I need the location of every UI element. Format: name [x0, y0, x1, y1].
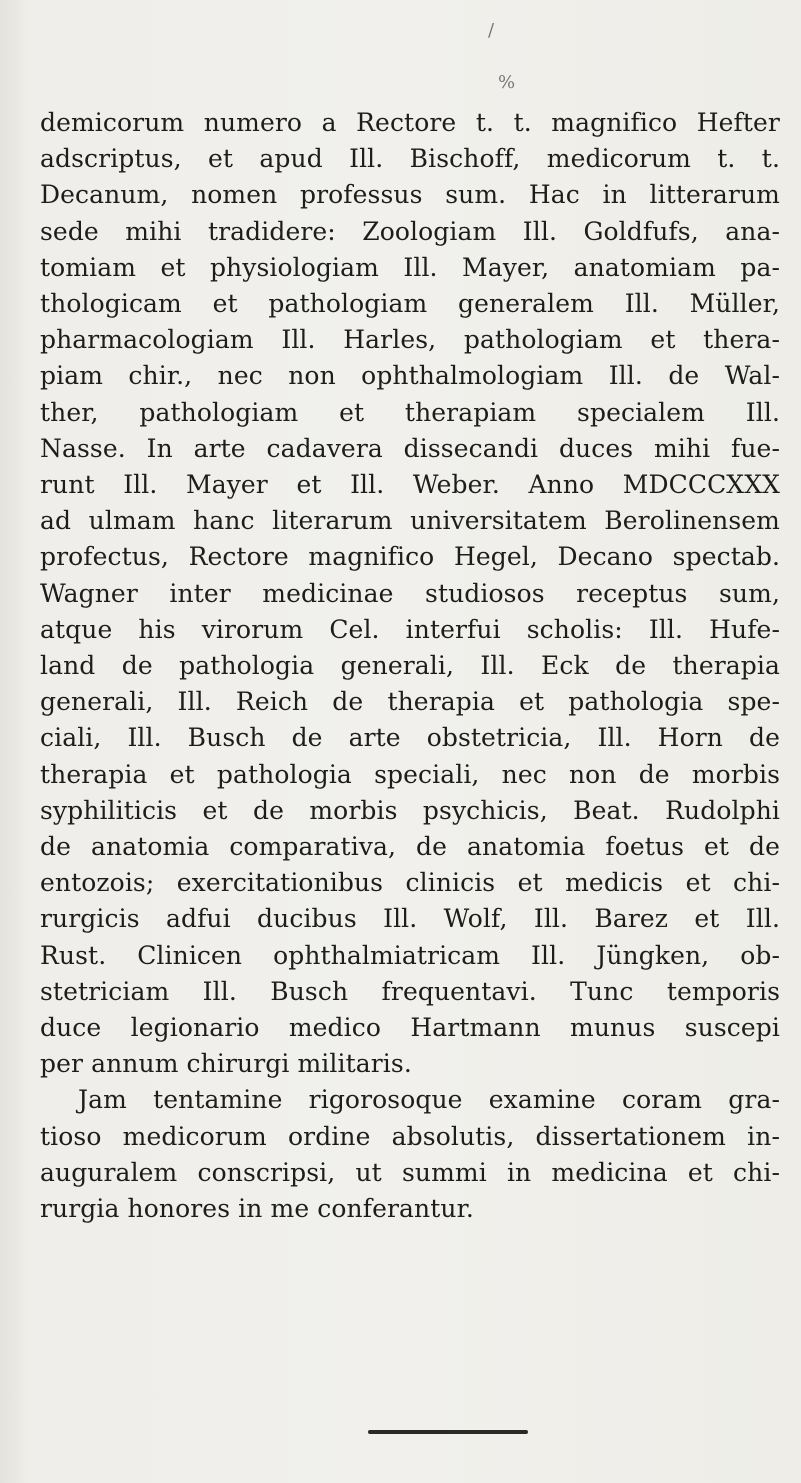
text-line: profectus, Rectore magnifico Hegel, Decano spectab. [40, 542, 780, 572]
text-line: Decanum, nomen professus sum. Hac in litterarum [40, 180, 780, 210]
body-text [40, 105, 780, 1227]
text-line: adscriptus, et apud Ill. Bischoff, medicorum t. t. [40, 144, 780, 174]
page-mark-top: / [488, 20, 495, 41]
text-line: ther, pathologiam et therapiam specialem Ill. [40, 397, 780, 427]
text-line: piam chir., nec non ophthalmologiam Ill. de Wal- [40, 361, 780, 391]
text-line: Jam tentamine rigorosoque examine coram gra- [78, 1085, 780, 1115]
text-line: demicorum numero a Rectore t. t. magnifico Hefter [40, 108, 780, 137]
text-line: thologicam et pathologiam generalem Ill. Müller, [40, 289, 780, 319]
end-rule [368, 1430, 528, 1434]
text-line: tioso medicorum ordine absolutis, dissertationem in- [40, 1121, 780, 1151]
text-line: runt Ill. Mayer et Ill. Weber. Anno MDCCCXXX [40, 470, 780, 500]
text-line: rurgia honores in me conferantur. [40, 1194, 474, 1224]
text-line: Nasse. In arte cadavera dissecandi duces mihi fue- [40, 433, 780, 463]
text-line: land de pathologia generali, Ill. Eck de therapia [40, 651, 780, 681]
page-mark-small: % [498, 72, 516, 93]
text-line: generali, Ill. Reich de therapia et pathologia spe- [40, 687, 780, 717]
text-line: stetriciam Ill. Busch frequentavi. Tunc temporis [40, 976, 780, 1006]
text-line: tomiam et physiologiam Ill. Mayer, anatomiam pa- [40, 252, 780, 282]
text-line: ad ulmam hanc literarum universitatem Berolinensem [40, 506, 780, 536]
text-line: auguralem conscripsi, ut summi in medicina et chi- [40, 1157, 780, 1187]
text-line: therapia et pathologia speciali, nec non de morbis [40, 759, 780, 789]
text-line: rurgicis adfui ducibus Ill. Wolf, Ill. Barez et Ill. [40, 904, 780, 934]
text-line: Rust. Clinicen ophthalmiatricam Ill. Jüngken, ob- [40, 940, 780, 970]
text-line: atque his virorum Cel. interfui scholis: Ill. Hufe- [40, 614, 780, 644]
text-line: duce legionario medico Hartmann munus suscepi [40, 1013, 780, 1043]
text-line: sede mihi tradidere: Zoologiam Ill. Goldfufs, ana- [40, 216, 780, 246]
text-line: pharmacologiam Ill. Harles, pathologiam et thera- [40, 325, 780, 355]
text-line: ciali, Ill. Busch de arte obstetricia, Ill. Horn de [40, 723, 780, 753]
text-line: Wagner inter medicinae studiosos receptus sum, [40, 578, 780, 608]
text-line: per annum chirurgi militaris. [40, 1049, 412, 1079]
text-line: entozois; exercitationibus clinicis et medicis et chi- [40, 868, 780, 898]
text-line: syphiliticis et de morbis psychicis, Beat. Rudolphi [40, 795, 780, 825]
text-line: de anatomia comparativa, de anatomia foetus et de [40, 832, 780, 862]
